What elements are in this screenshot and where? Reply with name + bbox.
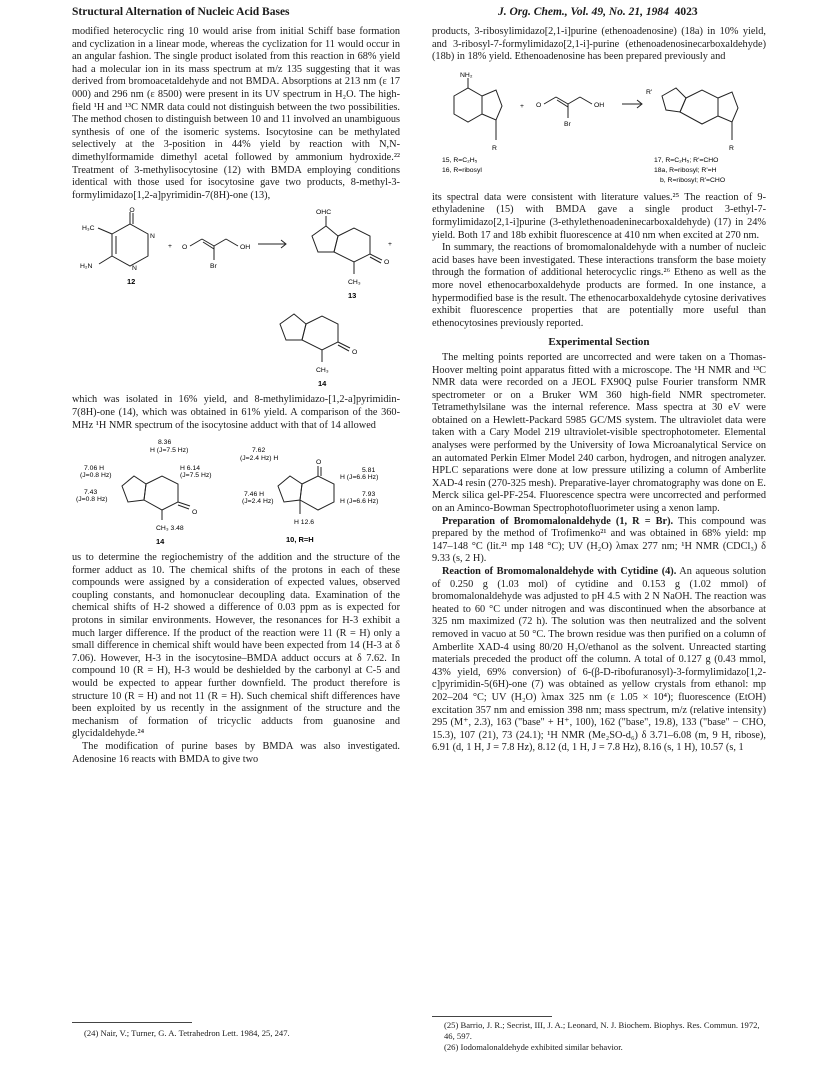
- nmr-figure-svg: [72, 436, 400, 548]
- nmr-assignment-figure: [72, 436, 400, 548]
- section-title: Experimental Section: [548, 336, 650, 349]
- footnote-rule: [72, 1022, 192, 1023]
- label-o: O: [316, 459, 322, 467]
- compound-13-label: 13: [348, 291, 357, 301]
- footnote-26: (26) Iodomalonaldehyde exhibited similar behavior.: [444, 1042, 623, 1052]
- label-rprime: R': [646, 88, 653, 96]
- compound-12-label: 12: [127, 277, 136, 287]
- paragraph: In summary, the reactions of bromomalonaldehyde with a number of nucleic acid bases have been investigated. These interactions transform the base moiety through the formation of additional heterocyclic rings.²⁶ Etheno as well as the more novel ethenocarboxaldehyde products are formed. In one instance, a hypermodified base is the result. The ethenocarboxaldehyde cytosine derivatives exhibit fluorescence properties that are potentially more useful than ethenocytosines previously reported.: [432, 242, 766, 329]
- journal-name: J. Org. Chem., Vol. 49, No. 21, 1984: [498, 6, 669, 18]
- label-ch3: CH₃: [316, 367, 329, 375]
- shift-3-48: CH₃ 3.48: [156, 525, 184, 533]
- shift-8-36: 8.36: [158, 439, 172, 447]
- subheading: Reaction of Bromomalonaldehyde with Cytidine (4).: [442, 566, 677, 577]
- coupling-label: (J=2.4 Hz) H: [240, 455, 279, 463]
- compound-18a-label: 18a, R=ribosyl; R'=H: [654, 166, 717, 174]
- shift-7-06: 7.06 H: [84, 465, 105, 473]
- label-h3c: H₃C: [82, 225, 95, 233]
- compound-14-label: 14: [156, 537, 165, 547]
- shift-7-43: 7.43: [84, 489, 98, 497]
- compound-15-label: 15, R=C₂H₅: [442, 156, 478, 164]
- label-oh: OH: [594, 101, 605, 109]
- paragraph: The melting points reported are uncorrected and were taken on a Thomas-Hoover melting point apparatus fitted with a microscope. The ¹H NMR and ¹³C NMR data were recorded on a JEOL FX90Q pulse Fourier transform NMR spectrometer or on a Bruker WM 360 high-field NMR spectrometer. Tetramethylsilane was the internal reference. Mass spectra at 30 eV were obtained on a Hewlett-Packard 5985 GC/MS system. The ultraviolet data were taken with a Cary Model 219 ultraviolet-visible spectrophotometer. Elemental analyses were performed by the University of Iowa Microanalytical Service on an automated Perkin Elmer Model 240 carbon, hydrogen, and nitrogen analyzer. HPLC separations were done at low pressure utilizing a column of Amberlite XAD-4 resin (270-325 mesh). Preparative-layer chromatography was done on E. Merck silica gel-PF-254. Fluorescence spectra were uncorrected and performed on an Aminco-Bowman Spectrophotofluorimeter using a xenon lamp.: [432, 351, 766, 515]
- label-h2n: H₂N: [80, 263, 93, 271]
- paragraph: [432, 566, 766, 755]
- coupling-label: (J=2.4 Hz): [242, 498, 274, 506]
- footnote-rule: [432, 1016, 552, 1017]
- label-br: Br: [564, 120, 571, 128]
- right-column: [432, 26, 766, 755]
- label-oh: OH: [240, 244, 251, 252]
- label-o: O: [384, 259, 390, 267]
- coupling-label: (J=0.8 Hz): [80, 472, 112, 480]
- compound-17-label: 17, R=C₂H₅; R'=CHO: [654, 156, 719, 164]
- plus-sign: +: [168, 243, 172, 251]
- paragraph: which was isolated in 16% yield, and 8-methylimidazo-[1,2-a]pyrimidin-7(8H)-one (14), which was obtained in 61% yield. A comparison of the 360-MHz ¹H NMR spectrum of the isocytosine adduct with that of 14 allowed: [72, 394, 400, 431]
- shift-7-93: 7.93: [362, 491, 376, 499]
- scheme-adenine-bmda: [432, 68, 766, 188]
- label-r: R: [492, 144, 497, 152]
- label-r: R: [729, 144, 734, 152]
- shift-7-62: 7.62: [252, 447, 266, 455]
- paragraph: The modification of purine bases by BMDA was also investigated. Adenosine 16 reacts with BMDA to give two: [72, 741, 400, 765]
- label-o: O: [192, 509, 198, 517]
- scheme-isocytosine-bmda: [72, 206, 400, 390]
- label-o: O: [129, 207, 135, 215]
- shift-6-14: H 6.14: [180, 465, 201, 473]
- plus-sign: +: [520, 102, 524, 110]
- paragraph: modified heterocyclic ring 10 would arise from initial Schiff base formation and cyclization in a linear mode, whereas the cyclization for 11 would occur in an angular fashion. The single product isolated from this reaction in 68% yield had a molecular ion in its mass spectrum at m/z 135 suggesting that it was derived from bromoacetaldehyde and not BMDA. Absorptions at 213 nm (ε 17 000) and 296 nm (ε 8500) were present in its UV spectrum in H₂O. The high-field ¹H and ¹³C NMR data could not distinguish between the two possibilities. The method chosen to distinguish between 10 and 11 involved an unambiguous synthesis of one of the isomeric systems. Isocytosine can be methylated selectively at the 3-position in 44% yield by reaction with N,N-dimethylformamide dimethyl acetal followed by ammonium hydroxide.²² Treatment of 3-methylisocytosine (12) with BMDA employing conditions identical with those used for isocytosine gave two products, 8-methyl-3-formylimidazo[1,2-a]pyrimidin-7(8H)-one (13),: [72, 26, 400, 201]
- running-title: Structural Alternation of Nucleic Acid Bases: [72, 6, 290, 18]
- label-br: Br: [210, 263, 217, 271]
- paragraph-body: This compound was prepared by the method of Trofimenko²¹ and was obtained in 68% yield: mp 147–148 °C (lit.²¹ mp 148 °C); UV (H₂O) λmax 277 nm; ¹H NMR (CDCl₃) δ 9.33 (s, 2 H).: [432, 515, 766, 565]
- label-n: N: [150, 233, 155, 241]
- compound-14-label: 14: [318, 379, 327, 389]
- reaction-scheme-svg: [72, 206, 400, 390]
- coupling-label: (J=0.8 Hz): [76, 496, 108, 504]
- reaction-scheme-svg: [432, 68, 766, 188]
- left-column: [72, 26, 400, 766]
- shift-7-46: 7.46 H: [244, 491, 265, 499]
- shift-12-6: H 12.6: [294, 519, 315, 527]
- paragraph: products, 3-ribosylimidazo[2,1-i]purine (ethenoadenosine) (18a) in 10% yield, and 3-ribosyl-7-formylimidazo[2,1-i]-purine (ethenoadenosinecarboxaldehyde) (18b) in 18% yield. Ethenoadenosine has been prepared previously and: [432, 26, 766, 63]
- footnote-24: (24) Nair, V.; Turner, G. A. Tetrahedron Lett. 1984, 25, 247.: [84, 1028, 290, 1038]
- paragraph: us to determine the regiochemistry of the addition and the structure of the former adduct as 10. The chemical shifts of the protons in each of these compounds were assigned by a consideration of expected values, observed coupling constants, and homonuclear decoupling data. Examination of the chemical shifts of H-2 showed a difference of 0.03 ppm as is expected for protons in similar environments. However, the resonances for H-3 exhibit a much larger difference. If the product of the reaction were 11 (R = H) only a small difference in chemical shift would have been expected from 14 (H-3 at δ 7.06). However, H-3 in the isocytosine–BMDA adduct occurs at δ 7.62. In compound 10 (R = H), H-3 would be deshielded by the carbonyl at C-5 and would be expected to appear further downfield. The product therefore is structure 10 (R = H) and not 11 (R = H). Such chemical shift differences have been exploited by us recently in the assignment of the structure and the mechanism of formation of tricyclic adducts from guanosine and glycidaldehyde.²⁴: [72, 552, 400, 740]
- label-o: O: [536, 101, 542, 109]
- subheading: Preparation of Bromomalonaldehyde (1, R = Br).: [442, 515, 674, 527]
- label-o: O: [182, 244, 188, 252]
- compound-16-label: 16, R=ribosyl: [442, 166, 482, 174]
- journal-citation: [498, 6, 698, 18]
- paragraph-body: An aqueous solution of 0.250 g (1.03 mol) of cytidine and 0.153 g (1.02 mmol) of bromomalonaldehyde was adjusted to pH 4.5 with 2 N NaOH. The reaction was heated to 60 °C under nitrogen and was discontinued when the absorbance at 325 nm maximized (72 h). The solution was then neutralized and the solvent removed in vacuo at 50 °C. The brown residue was then purified on a column of Amberlite XAD-4 using 80/20 H₂O/ethanol as the solvent. Unreacted starting materials preceded the product off the column. A total of 0.127 g (0.43 mmol, 43% yield, 69% conversion) of 6-(β-D-ribofuranosyl)-3-formylimidazo[1,2-c]pyrimidin-5(6H)-one (7) was obtained as yellow crystals from ethanol: mp 202–204 °C; UV (H₂O) λmax 325 nm (ε 1.05 × 10⁴); fluorescence (EtOH) excitation 357 nm and emission 398 nm; mass spectrum, m/z (relative intensity) 295 (M⁺, 2.3), 163 ("base" + H⁺, 100), 162 ("base", 19.8), 133 ("base" − CHO, 15.3), 107 (21), 73 (24.1); ¹H NMR (Me₂SO-d₆) δ 3.71–6.08 (m, 9 H, ribose), 6.91 (d, 1 H, J = 7.8 Hz), 8.12 (d, 1 H, J = 7.8 Hz), 8.16 (s, 1 H), 10.57 (s, 1: [432, 566, 766, 754]
- paragraph: its spectral data were consistent with literature values.²⁵ The reaction of 9-ethyladenine (15) with BMDA gave a single product 3-ethyl-7-formylimidazo[2,1-i]purine (3-ethylethenoadeninecarboxaldehyde) (17) in 24% yield. Both 17 and 18b exhibit fluorescence at 410 nm when excited at 270 nm.: [432, 191, 766, 241]
- plus-sign: +: [388, 241, 392, 249]
- coupling-label: (J=7.5 Hz): [180, 472, 212, 480]
- compound-10-label: 10, R=H: [286, 535, 314, 545]
- shift-5-81: 5.81: [362, 467, 376, 475]
- paragraph: [432, 516, 766, 566]
- coupling-label: H (J=6.6 Hz): [340, 474, 379, 482]
- label-o: O: [352, 349, 358, 357]
- label-ohc: OHC: [316, 209, 332, 217]
- page-number: 4023: [674, 6, 698, 18]
- compound-18b-label: b, R=ribosyl; R'=CHO: [660, 176, 726, 184]
- footnote-25: (25) Barrio, J. R.; Secrist, III, J. A.; Leonard, N. J. Biochem. Biophys. Res. Commun. 1972, 46, 597.: [444, 1020, 760, 1041]
- label-ch3: CH₃: [348, 279, 361, 287]
- label-n: N: [132, 265, 137, 273]
- coupling-label: H (J=7.5 Hz): [150, 447, 189, 455]
- coupling-label: H (J=6.6 Hz): [340, 498, 379, 506]
- label-nh2: NH₂: [460, 71, 473, 79]
